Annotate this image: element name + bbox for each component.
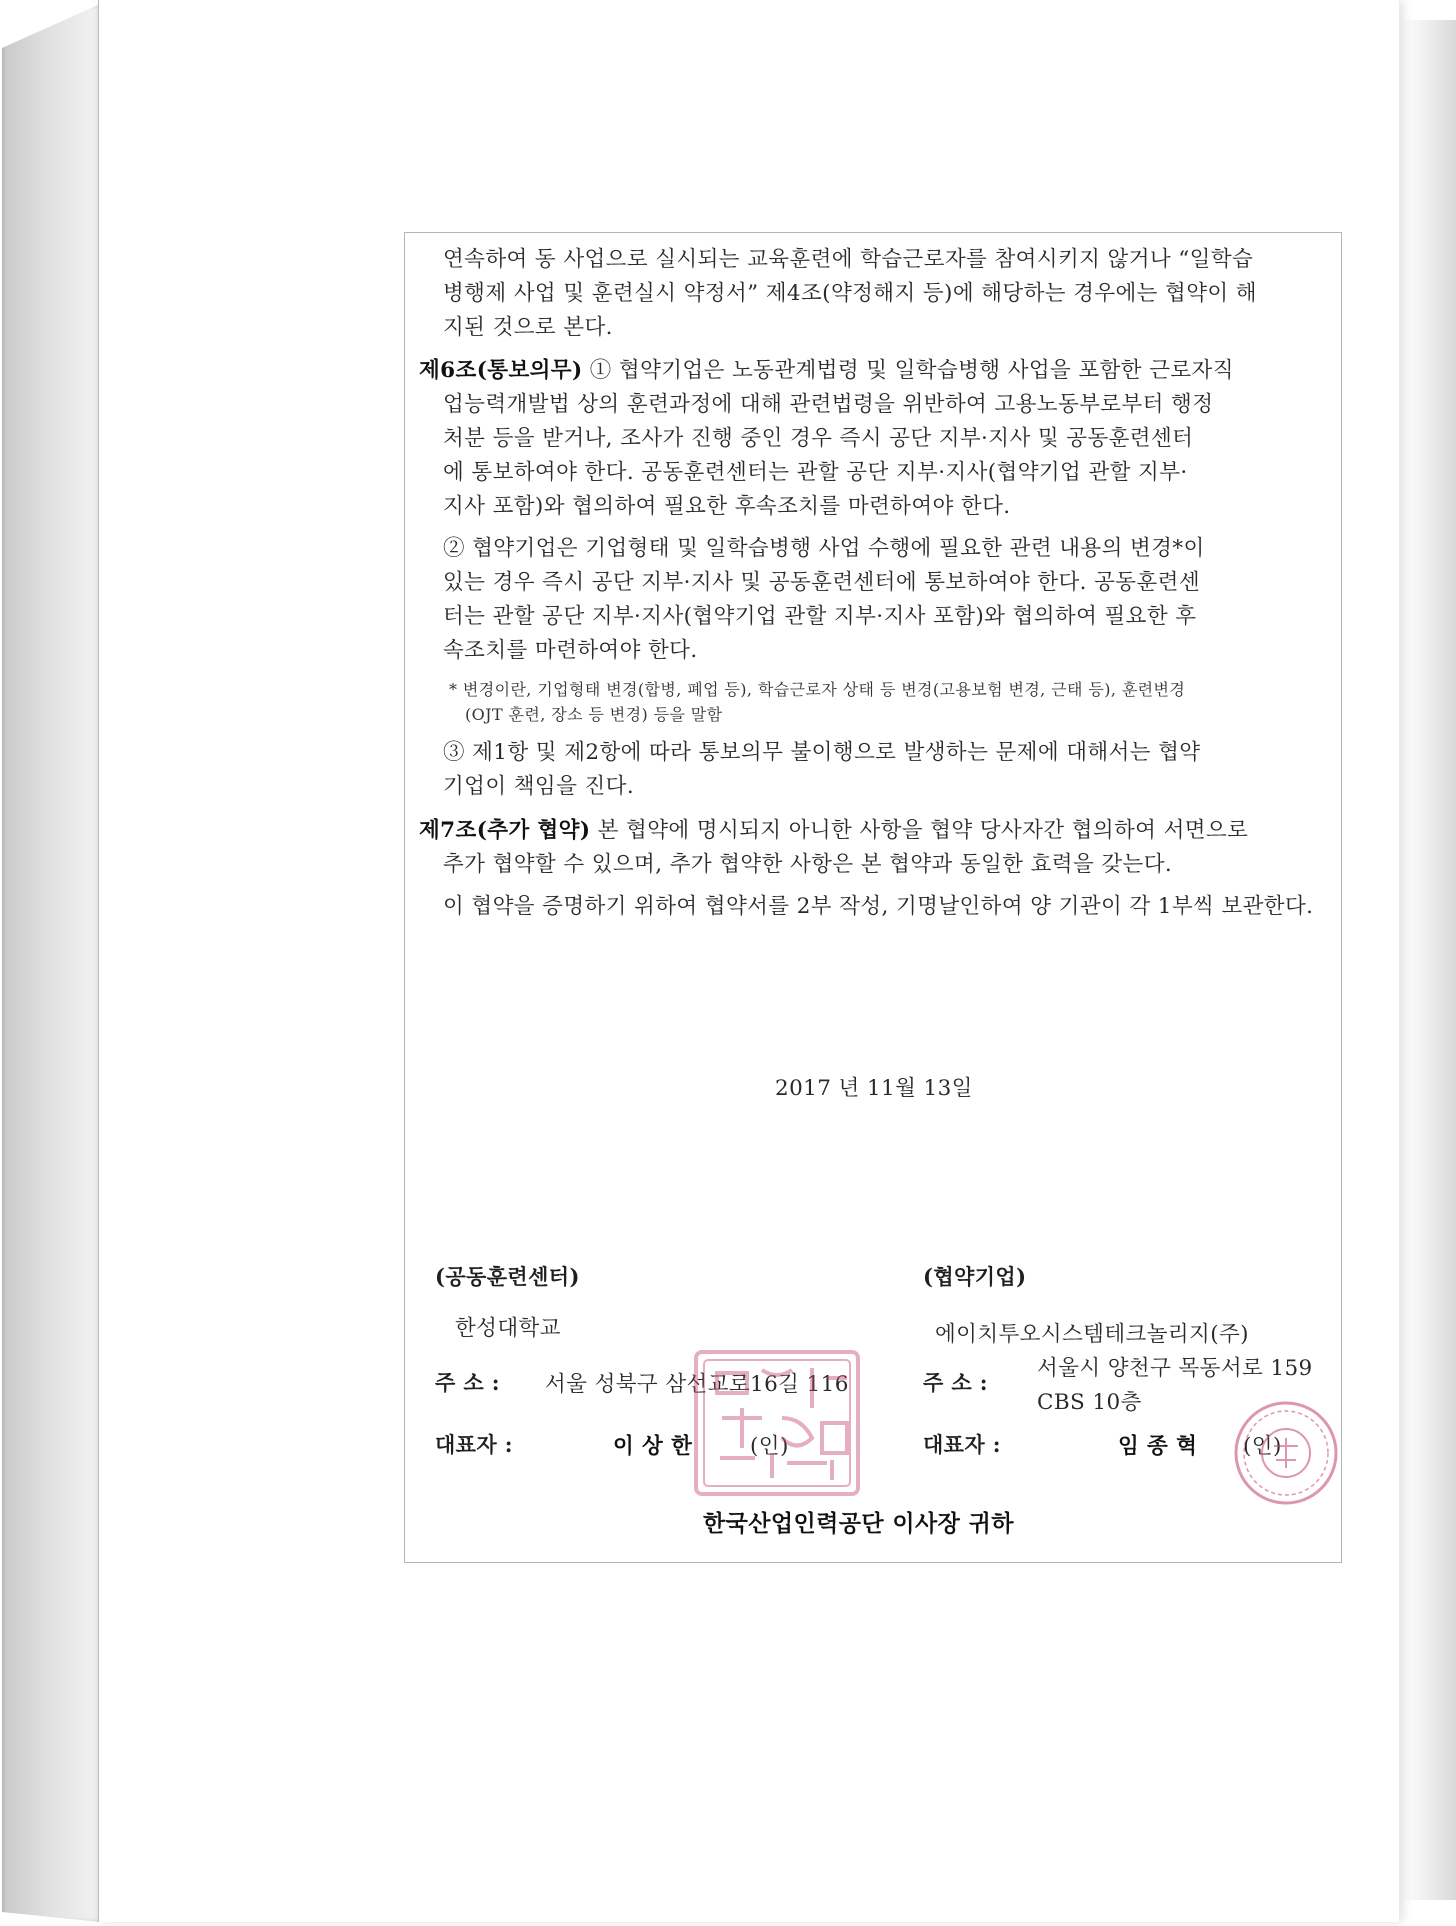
art6-p1-line-3: 처분 등을 받거나, 조사가 진행 중인 경우 즉시 공단 지부·지사 및 공동훈련센터 bbox=[443, 426, 1194, 451]
right-address-line-2: CBS 10층 bbox=[1037, 1390, 1142, 1415]
art7-heading: 제7조(추가 협약) bbox=[419, 818, 591, 843]
agreement-page bbox=[404, 232, 1342, 1563]
art5-line-3: 지된 것으로 본다. bbox=[443, 315, 613, 340]
art6-p2-line-4: 속조치를 마련하여야 한다. bbox=[443, 638, 698, 663]
right-party-title: (협약기업) bbox=[923, 1264, 1027, 1289]
right-party-name: 에이치투오시스템테크놀리지(주) bbox=[935, 1322, 1249, 1347]
art6-p1-line-2: 업능력개발법 상의 훈련과정에 대해 관련법령을 위반하여 고용노동부로부터 행정 bbox=[443, 392, 1214, 417]
art6-p1-line-5: 지사 포함)와 협의하여 필요한 후속조치를 마련하여야 한다. bbox=[443, 494, 1011, 519]
document-sheet bbox=[98, 0, 1399, 1922]
right-rep-name: 임 종 혁 bbox=[1118, 1434, 1198, 1459]
art6-note-line-1: * 변경이란, 기업형태 변경(합병, 폐업 등), 학습근로자 상태 등 변경(고용보험 변경, 근태 등), 훈련변경 bbox=[449, 680, 1186, 699]
paper-stack-left-edge bbox=[2, 4, 100, 1922]
left-address: 서울 성북구 삼선교로16길 116 bbox=[545, 1372, 849, 1397]
paper-stack-right-edge bbox=[1400, 20, 1456, 1900]
art6-note-line-2: (OJT 훈련, 장소 등 변경) 등을 말함 bbox=[465, 705, 723, 724]
art6-line-1 bbox=[419, 353, 1234, 384]
art7-text-line-1: 본 협약에 명시되지 아니한 사항을 협약 당사자간 협의하여 서면으로 bbox=[590, 818, 1249, 843]
agreement-date: 2017 년 11월 13일 bbox=[775, 1076, 973, 1101]
left-party-title: (공동훈련센터) bbox=[435, 1264, 580, 1289]
left-party-name: 한성대학교 bbox=[455, 1316, 561, 1341]
closing-statement: 이 협약을 증명하기 위하여 협약서를 2부 작성, 기명날인하여 양 기관이 각 1부씩 보관한다. bbox=[443, 894, 1314, 919]
addressee: 한국산업인력공단 이사장 귀하 bbox=[703, 1510, 1014, 1537]
art6-p3-line-2: 기업이 책임을 진다. bbox=[443, 774, 635, 799]
art6-p1-line-4: 에 통보하여야 한다. 공동훈련센터는 관할 공단 지부·지사(협약기업 관할 지부· bbox=[443, 460, 1188, 485]
art6-p2-line-2: 있는 경우 즉시 공단 지부·지사 및 공동훈련센터에 통보하여야 한다. 공동훈련센 bbox=[443, 570, 1200, 595]
right-address-label: 주 소 : bbox=[923, 1370, 988, 1395]
left-rep-name: 이 상 한 bbox=[613, 1434, 693, 1459]
right-rep-label: 대표자 : bbox=[923, 1432, 1001, 1457]
art6-heading: 제6조(통보의무) bbox=[419, 358, 583, 383]
art6-p1-line-1: ① 협약기업은 노동관계법령 및 일학습병행 사업을 포함한 근로자직 bbox=[582, 358, 1234, 383]
right-seal-mark: (인) bbox=[1243, 1434, 1282, 1459]
art6-p2-line-1: ② 협약기업은 기업형태 및 일학습병행 사업 수행에 필요한 관련 내용의 변경*이 bbox=[443, 536, 1205, 561]
right-address-line-1: 서울시 양천구 목동서로 159 bbox=[1037, 1356, 1313, 1381]
art5-line-1: 연속하여 동 사업으로 실시되는 교육훈련에 학습근로자를 참여시키지 않거나 “일학습 bbox=[443, 247, 1254, 272]
art5-line-2: 병행제 사업 및 훈련실시 약정서” 제4조(약정해지 등)에 해당하는 경우에는 협약이 해 bbox=[443, 281, 1257, 306]
art6-p2-line-3: 터는 관할 공단 지부·지사(협약기업 관할 지부·지사 포함)와 협의하여 필요한 후 bbox=[443, 604, 1197, 629]
art6-p3-line-1: ③ 제1항 및 제2항에 따라 통보의무 불이행으로 발생하는 문제에 대해서는 협약 bbox=[443, 740, 1201, 765]
art7-text-line-2: 추가 협약할 수 있으며, 추가 협약한 사항은 본 협약과 동일한 효력을 갖는다. bbox=[443, 852, 1173, 877]
left-address-label: 주 소 : bbox=[435, 1370, 500, 1395]
art7-line-1 bbox=[419, 813, 1248, 844]
left-rep-label: 대표자 : bbox=[435, 1432, 513, 1457]
left-seal-mark: (인) bbox=[750, 1434, 789, 1459]
